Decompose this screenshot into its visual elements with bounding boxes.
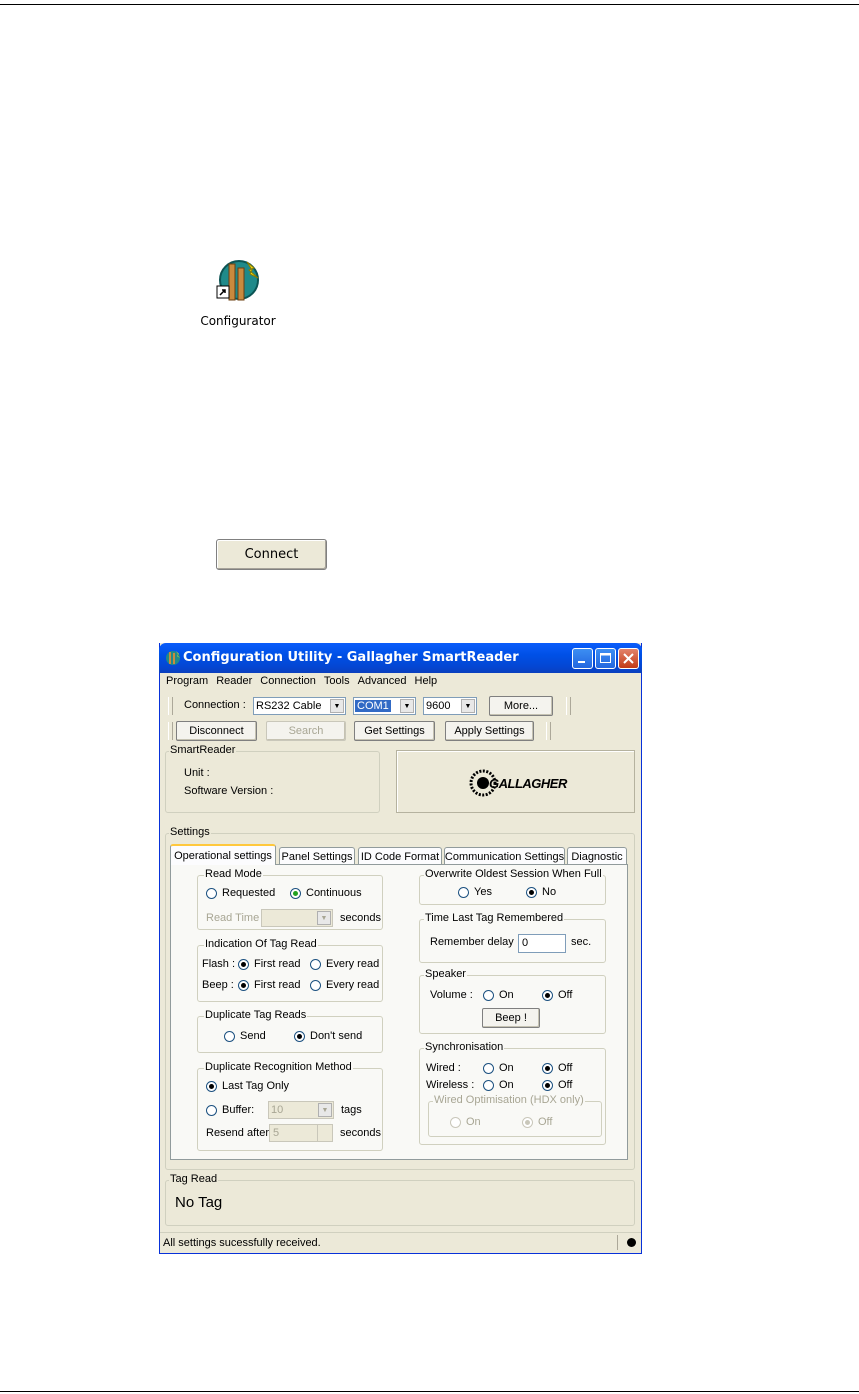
chevron-down-icon: ▼ (318, 1103, 332, 1117)
menu-bar (160, 673, 641, 691)
tab-diagnostic[interactable]: Diagnostic (567, 847, 627, 865)
duplicate-dont-send-radio[interactable] (294, 1030, 362, 1042)
overwrite-session-title: Overwrite Oldest Session When Full (425, 868, 602, 880)
radio-icon (450, 1117, 461, 1128)
gallagher-logo-text: GALLAGHER (489, 776, 567, 791)
read-mode-continuous-label: Continuous (306, 887, 362, 899)
radio-icon (458, 887, 469, 898)
read-time-select[interactable] (261, 909, 333, 927)
tag-read-value: No Tag (175, 1194, 223, 1211)
read-mode-title: Read Mode (205, 868, 262, 880)
apply-settings-button[interactable]: Apply Settings (445, 721, 534, 741)
duplicate-recognition-group (197, 1061, 383, 1151)
port-value: COM1 (357, 700, 389, 712)
hdx-on-radio[interactable] (450, 1116, 481, 1128)
menu-program[interactable]: Program (166, 675, 209, 687)
overwrite-yes-radio[interactable] (458, 886, 492, 898)
radio-icon (542, 1080, 553, 1091)
radio-icon (206, 1081, 217, 1092)
wired-on-label: On (499, 1062, 514, 1074)
hdx-off-radio[interactable] (522, 1116, 552, 1128)
radio-icon (483, 1063, 494, 1074)
title-bar[interactable] (159, 643, 642, 673)
volume-off-label: Off (558, 989, 573, 1001)
buffer-radio[interactable] (206, 1104, 254, 1116)
resend-after-value: 5 (273, 1127, 280, 1139)
chevron-down-icon: ▼ (317, 911, 331, 925)
read-mode-requested-label: Requested (222, 887, 276, 899)
configurator-icon-label: Configurator (200, 314, 276, 328)
radio-icon (310, 959, 321, 970)
configurator-app-icon (214, 258, 264, 308)
tag-read-title: Tag Read (170, 1173, 218, 1185)
time-last-tag-title: Time Last Tag Remembered (425, 912, 564, 924)
duplicate-recognition-title: Duplicate Recognition Method (205, 1061, 352, 1073)
flash-every-read-radio[interactable] (310, 958, 379, 970)
connection-type-value: RS232 Cable (256, 700, 322, 712)
overwrite-no-label: No (542, 886, 557, 898)
more-button[interactable]: More... (489, 696, 553, 716)
bottom-rule (0, 1391, 859, 1392)
wireless-off-radio[interactable] (542, 1079, 572, 1091)
duplicate-send-label: Send (240, 1030, 266, 1042)
connection-status-icon (627, 1238, 636, 1247)
tab-operational-settings[interactable]: Operational settings (170, 844, 276, 865)
chevron-down-icon[interactable]: ▼ (400, 699, 414, 713)
synchronisation-title: Synchronisation (425, 1041, 504, 1053)
menu-reader[interactable]: Reader (216, 675, 253, 687)
read-mode-requested-radio[interactable] (206, 887, 275, 899)
remember-delay-input[interactable]: 0 (518, 934, 566, 953)
tab-panel-settings[interactable]: Panel Settings (279, 847, 355, 865)
chevron-down-icon[interactable]: ▼ (461, 699, 475, 713)
duplicate-tag-reads-group (197, 1009, 383, 1053)
last-tag-only-label: Last Tag Only (222, 1080, 290, 1092)
radio-icon (542, 990, 553, 1001)
volume-on-radio[interactable] (483, 989, 514, 1001)
tab-id-code-format[interactable]: ID Code Format (358, 847, 442, 865)
connection-toolbar (160, 694, 641, 718)
duplicate-tag-reads-title: Duplicate Tag Reads (205, 1009, 307, 1021)
buffer-label: Buffer: (222, 1104, 255, 1116)
buffer-select[interactable] (268, 1101, 334, 1119)
close-button[interactable] (618, 648, 639, 669)
radio-icon (294, 1031, 305, 1042)
status-text: All settings sucessfully received. (163, 1237, 321, 1249)
menu-advanced[interactable]: Advanced (357, 675, 407, 687)
radio-icon (238, 959, 249, 970)
baud-select[interactable] (423, 697, 477, 715)
minimize-button[interactable] (572, 648, 593, 669)
wireless-on-radio[interactable] (483, 1079, 514, 1091)
baud-value: 9600 (426, 700, 451, 712)
last-tag-only-radio[interactable] (206, 1080, 289, 1092)
beep-label: Beep : (202, 979, 234, 991)
search-button[interactable]: Search (266, 721, 346, 741)
overwrite-session-group (419, 868, 606, 905)
app-icon (165, 650, 181, 666)
read-mode-continuous-radio[interactable] (290, 887, 362, 899)
remember-delay-label: Remember delay (430, 936, 514, 948)
wireless-on-label: On (499, 1079, 514, 1091)
close-icon (619, 649, 638, 668)
wired-label: Wired : (426, 1062, 461, 1074)
synchronisation-group (419, 1041, 606, 1145)
disconnect-button[interactable]: Disconnect (176, 721, 257, 741)
buffer-value: 10 (271, 1104, 284, 1116)
unit-label: Unit : (184, 767, 210, 779)
remember-delay-unit: sec. (571, 936, 592, 948)
smartreader-group-title: SmartReader (170, 744, 236, 756)
tags-label: tags (341, 1104, 362, 1116)
beep-every-read-radio[interactable] (310, 979, 379, 991)
configurator-desktop-icon[interactable] (190, 256, 286, 336)
radio-icon (526, 887, 537, 898)
indication-group (197, 938, 383, 1002)
menu-connection[interactable]: Connection (260, 675, 316, 687)
connection-type-select[interactable] (253, 697, 346, 715)
flash-first-read-radio[interactable] (238, 958, 300, 970)
radio-icon (542, 1063, 553, 1074)
connection-label: Connection : (184, 699, 246, 711)
read-time-seconds-label: seconds (340, 912, 381, 924)
chevron-down-icon[interactable]: ▼ (330, 699, 344, 713)
speaker-group (419, 968, 606, 1034)
hdx-on-label: On (466, 1116, 481, 1128)
toolbar-separator (566, 697, 571, 715)
beep-first-read-label: First read (254, 979, 301, 991)
window-title: Configuration Utility - Gallagher SmartReader (183, 650, 519, 665)
connect-button[interactable]: Connect (216, 539, 327, 570)
duplicate-dont-send-label: Don't send (310, 1030, 363, 1042)
overwrite-no-radio[interactable] (526, 886, 556, 898)
resend-after-stepper[interactable] (269, 1124, 333, 1142)
beep-every-read-label: Every read (326, 979, 380, 991)
radio-icon (238, 980, 249, 991)
radio-icon (206, 1105, 217, 1116)
read-time-label: Read Time (206, 912, 260, 924)
maximize-button[interactable] (595, 648, 616, 669)
software-version-label: Software Version : (184, 785, 274, 797)
action-toolbar (160, 719, 641, 743)
gallagher-logo-panel (396, 750, 635, 813)
operational-settings-panel (170, 864, 628, 1160)
configuration-utility-window (159, 643, 642, 1254)
speaker-title: Speaker (425, 968, 466, 980)
wired-optimisation-title: Wired Optimisation (HDX only) (434, 1094, 584, 1106)
status-separator (617, 1235, 618, 1250)
volume-on-label: On (499, 989, 514, 1001)
menu-tools[interactable]: Tools (323, 675, 350, 687)
settings-group-title: Settings (170, 826, 210, 838)
toolbar-separator (546, 722, 551, 740)
beep-first-read-radio[interactable] (238, 979, 300, 991)
hdx-off-label: Off (538, 1116, 553, 1128)
wired-off-radio[interactable] (542, 1062, 572, 1074)
status-bar (160, 1232, 641, 1252)
radio-icon (224, 1031, 235, 1042)
radio-icon (483, 1080, 494, 1091)
beep-button[interactable]: Beep ! (482, 1008, 540, 1028)
radio-icon (522, 1117, 533, 1128)
stepper-arrows-icon (317, 1125, 332, 1141)
menu-help[interactable]: Help (414, 675, 438, 687)
smartreader-group (165, 744, 380, 813)
volume-label: Volume : (430, 989, 473, 1001)
wired-on-radio[interactable] (483, 1062, 514, 1074)
wired-optimisation-group (428, 1094, 602, 1137)
tab-communication-settings[interactable]: Communication Settings (444, 847, 565, 865)
flash-label: Flash : (202, 958, 236, 970)
resend-after-label: Resend after (206, 1127, 269, 1139)
radio-icon (290, 888, 301, 899)
toolbar-grip[interactable] (168, 722, 173, 740)
wireless-off-label: Off (558, 1079, 573, 1091)
resend-seconds-label: seconds (340, 1127, 381, 1139)
flash-first-read-label: First read (254, 958, 301, 970)
toolbar-grip[interactable] (168, 697, 173, 715)
radio-icon (310, 980, 321, 991)
radio-icon (483, 990, 494, 1001)
overwrite-yes-label: Yes (474, 886, 492, 898)
tag-read-group (165, 1173, 635, 1226)
maximize-icon (596, 649, 615, 668)
top-rule (0, 4, 859, 5)
duplicate-send-radio[interactable] (224, 1030, 266, 1042)
flash-every-read-label: Every read (326, 958, 380, 970)
wireless-label: Wireless : (426, 1079, 475, 1091)
volume-off-radio[interactable] (542, 989, 572, 1001)
radio-icon (206, 888, 217, 899)
read-mode-group (197, 868, 383, 930)
port-select[interactable] (353, 697, 416, 715)
time-last-tag-group (419, 912, 606, 963)
minimize-icon (573, 649, 592, 668)
get-settings-button[interactable]: Get Settings (354, 721, 435, 741)
indication-title: Indication Of Tag Read (205, 938, 317, 950)
wired-off-label: Off (558, 1062, 573, 1074)
